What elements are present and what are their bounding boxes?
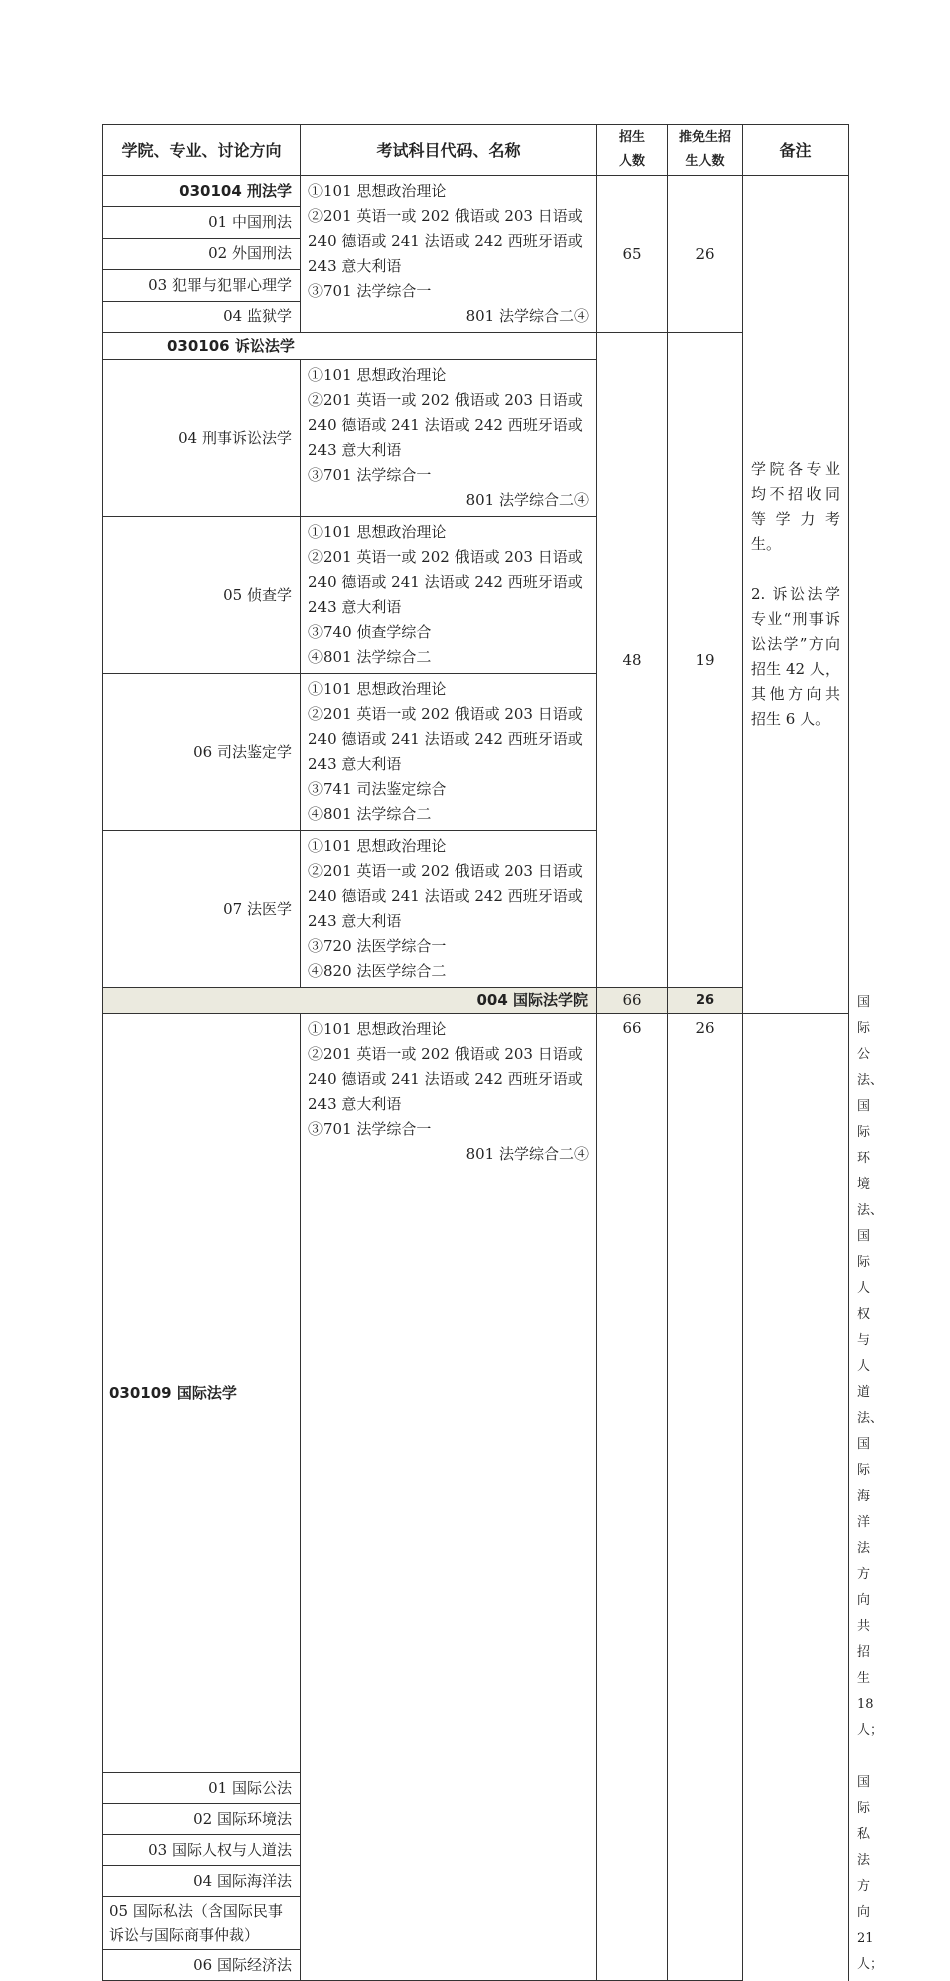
notes-cell: 学院各专业均不招收同等学力考生。 2. 诉讼法学专业“刑事诉讼法学”方向招生 42 人，其他方向共招生 6 人。	[743, 176, 849, 1014]
table-row	[103, 176, 849, 207]
table-row	[103, 1014, 849, 1773]
exam-subjects: ①101 思想政治理论 ②201 英语一或 202 俄语或 203 日语或 240 德语或 241 法语或 242 西班牙语或 243 意大利语 ③701 法学综合一 801 法学综合二④	[301, 176, 597, 333]
direction-item: 07 法医学	[103, 831, 301, 988]
enrollment-table-page	[102, 124, 884, 1981]
direction-item: 05 国际私法（含国际民事诉讼与国际商事仲裁）	[103, 1897, 301, 1950]
school-recommend-count: 26	[668, 988, 743, 1014]
school-row: 004 国际法学院 66 26 国际公法、国际环境法、国际人权与人道法、国际海洋法方向共招生 18 人； 国际私法方向 21 人；	[103, 988, 849, 1014]
direction-item: 02 外国刑法	[103, 238, 301, 269]
school-enroll-count: 66	[597, 988, 668, 1014]
direction-item: 06 司法鉴定学	[103, 674, 301, 831]
enroll-count: 48	[597, 333, 668, 988]
direction-item: 03 犯罪与犯罪心理学	[103, 270, 301, 301]
direction-item: 04 监狱学	[103, 301, 301, 332]
direction-item: 02 国际环境法	[103, 1804, 301, 1835]
header-col-subjects: 考试科目代码、名称	[301, 125, 597, 176]
recommend-count: 26	[668, 176, 743, 333]
header-col-enroll: 招生 人数	[597, 125, 668, 176]
enrollment-table	[102, 124, 884, 1981]
exam-subjects: ①101 思想政治理论 ②201 英语一或 202 俄语或 203 日语或 240 德语或 241 法语或 242 西班牙语或 243 意大利语 ③701 法学综合一 801 法学综合二④	[301, 360, 597, 517]
direction-item: 03 国际人权与人道法	[103, 1835, 301, 1866]
major-title: 030109 国际法学	[103, 1014, 301, 1773]
recommend-count: 26	[668, 1014, 743, 1981]
table-header-row	[103, 125, 849, 176]
header-col-recommend: 推免生招 生人数	[668, 125, 743, 176]
direction-item: 06 国际经济法	[103, 1950, 301, 1981]
direction-item: 01 国际公法	[103, 1773, 301, 1804]
direction-item: 04 国际海洋法	[103, 1866, 301, 1897]
exam-subjects: ①101 思想政治理论 ②201 英语一或 202 俄语或 203 日语或 240 德语或 241 法语或 242 西班牙语或 243 意大利语 ③740 侦查学综合 ④801 法学综合二	[301, 517, 597, 674]
header-col-college: 学院、专业、讨论方向	[103, 125, 301, 176]
school-name: 004 国际法学院	[103, 988, 597, 1014]
exam-subjects: ①101 思想政治理论 ②201 英语一或 202 俄语或 203 日语或 240 德语或 241 法语或 242 西班牙语或 243 意大利语 ③720 法医学综合一 ④820 法医学综合二	[301, 831, 597, 988]
major-title: 030106 诉讼法学	[103, 333, 597, 360]
direction-item: 05 侦查学	[103, 517, 301, 674]
header-col-notes: 备注	[743, 125, 849, 176]
enroll-count: 65	[597, 176, 668, 333]
enroll-count: 66	[597, 1014, 668, 1981]
table-row	[103, 333, 849, 360]
exam-subjects: ①101 思想政治理论 ②201 英语一或 202 俄语或 203 日语或 240 德语或 241 法语或 242 西班牙语或 243 意大利语 ③741 司法鉴定综合 ④801 法学综合二	[301, 674, 597, 831]
recommend-count: 19	[668, 333, 743, 988]
major-title: 030104 刑法学	[103, 176, 301, 207]
direction-item: 01 中国刑法	[103, 207, 301, 238]
exam-subjects: ①101 思想政治理论 ②201 英语一或 202 俄语或 203 日语或 240 德语或 241 法语或 242 西班牙语或 243 意大利语 ③701 法学综合一 801 法学综合二④	[301, 1014, 597, 1981]
direction-item: 04 刑事诉讼法学	[103, 360, 301, 517]
